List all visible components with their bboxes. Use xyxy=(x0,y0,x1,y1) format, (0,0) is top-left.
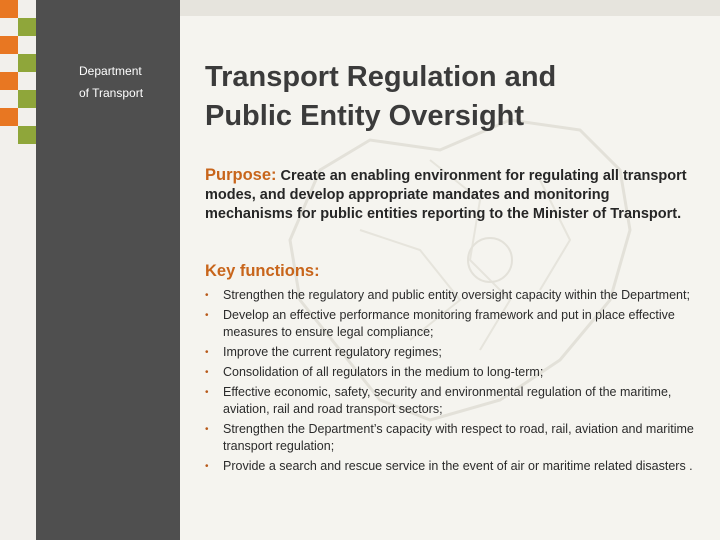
orange-square xyxy=(0,0,18,18)
green-square xyxy=(18,54,36,72)
list-item xyxy=(205,458,700,475)
bullet-icon: • xyxy=(205,310,209,321)
orange-square xyxy=(0,72,18,90)
decorative-checker-strip xyxy=(0,0,36,540)
list-item-text: Strengthen the Department’s capacity with respect to road, rail, aviation and maritime transport regulation; xyxy=(223,422,694,453)
list-item-text: Effective economic, safety, security and environmental regulation of the maritime, aviation, rail and road transport sectors; xyxy=(223,385,672,416)
list-item-text: Provide a search and rescue service in the event of air or maritime related disasters . xyxy=(223,459,693,473)
list-item-text: Develop an effective performance monitoring framework and put in place effective measures to ensure legal compliance; xyxy=(223,308,675,339)
bullet-icon: • xyxy=(205,461,209,472)
key-functions-heading: Key functions: xyxy=(205,262,320,280)
key-functions-list xyxy=(205,287,700,478)
list-item xyxy=(205,344,700,361)
purpose-paragraph xyxy=(205,166,695,224)
bullet-icon: • xyxy=(205,424,209,435)
slide-title xyxy=(205,58,705,136)
list-item-text: Consolidation of all regulators in the medium to long-term; xyxy=(223,365,544,379)
green-square xyxy=(18,90,36,108)
sidebar-panel xyxy=(36,0,180,540)
orange-square xyxy=(0,108,18,126)
purpose-text: Create an enabling environment for regulating all transport modes, and develop appropriate mandates and monitoring mechanisms for public entities reporting to the Minister of Transport. xyxy=(205,168,687,222)
list-item xyxy=(205,421,700,455)
title-line1: Transport Regulation and xyxy=(205,61,557,93)
bullet-icon: • xyxy=(205,347,209,358)
orange-square xyxy=(0,36,18,54)
top-border xyxy=(180,0,720,16)
title-line2: Public Entity Oversight xyxy=(205,100,525,132)
bullet-icon: • xyxy=(205,387,209,398)
bullet-icon: • xyxy=(205,367,209,378)
list-item xyxy=(205,287,700,304)
green-square xyxy=(18,126,36,144)
department-label-line2: of Transport xyxy=(79,86,144,100)
list-item xyxy=(205,307,700,341)
bullet-icon: • xyxy=(205,290,209,301)
department-label-line1: Department xyxy=(79,64,142,78)
list-item-text: Strengthen the regulatory and public entity oversight capacity within the Department; xyxy=(223,288,690,302)
list-item-text: Improve the current regulatory regimes; xyxy=(223,345,442,359)
list-item xyxy=(205,384,700,418)
green-square xyxy=(18,18,36,36)
purpose-label: Purpose: xyxy=(205,166,277,184)
list-item xyxy=(205,364,700,381)
